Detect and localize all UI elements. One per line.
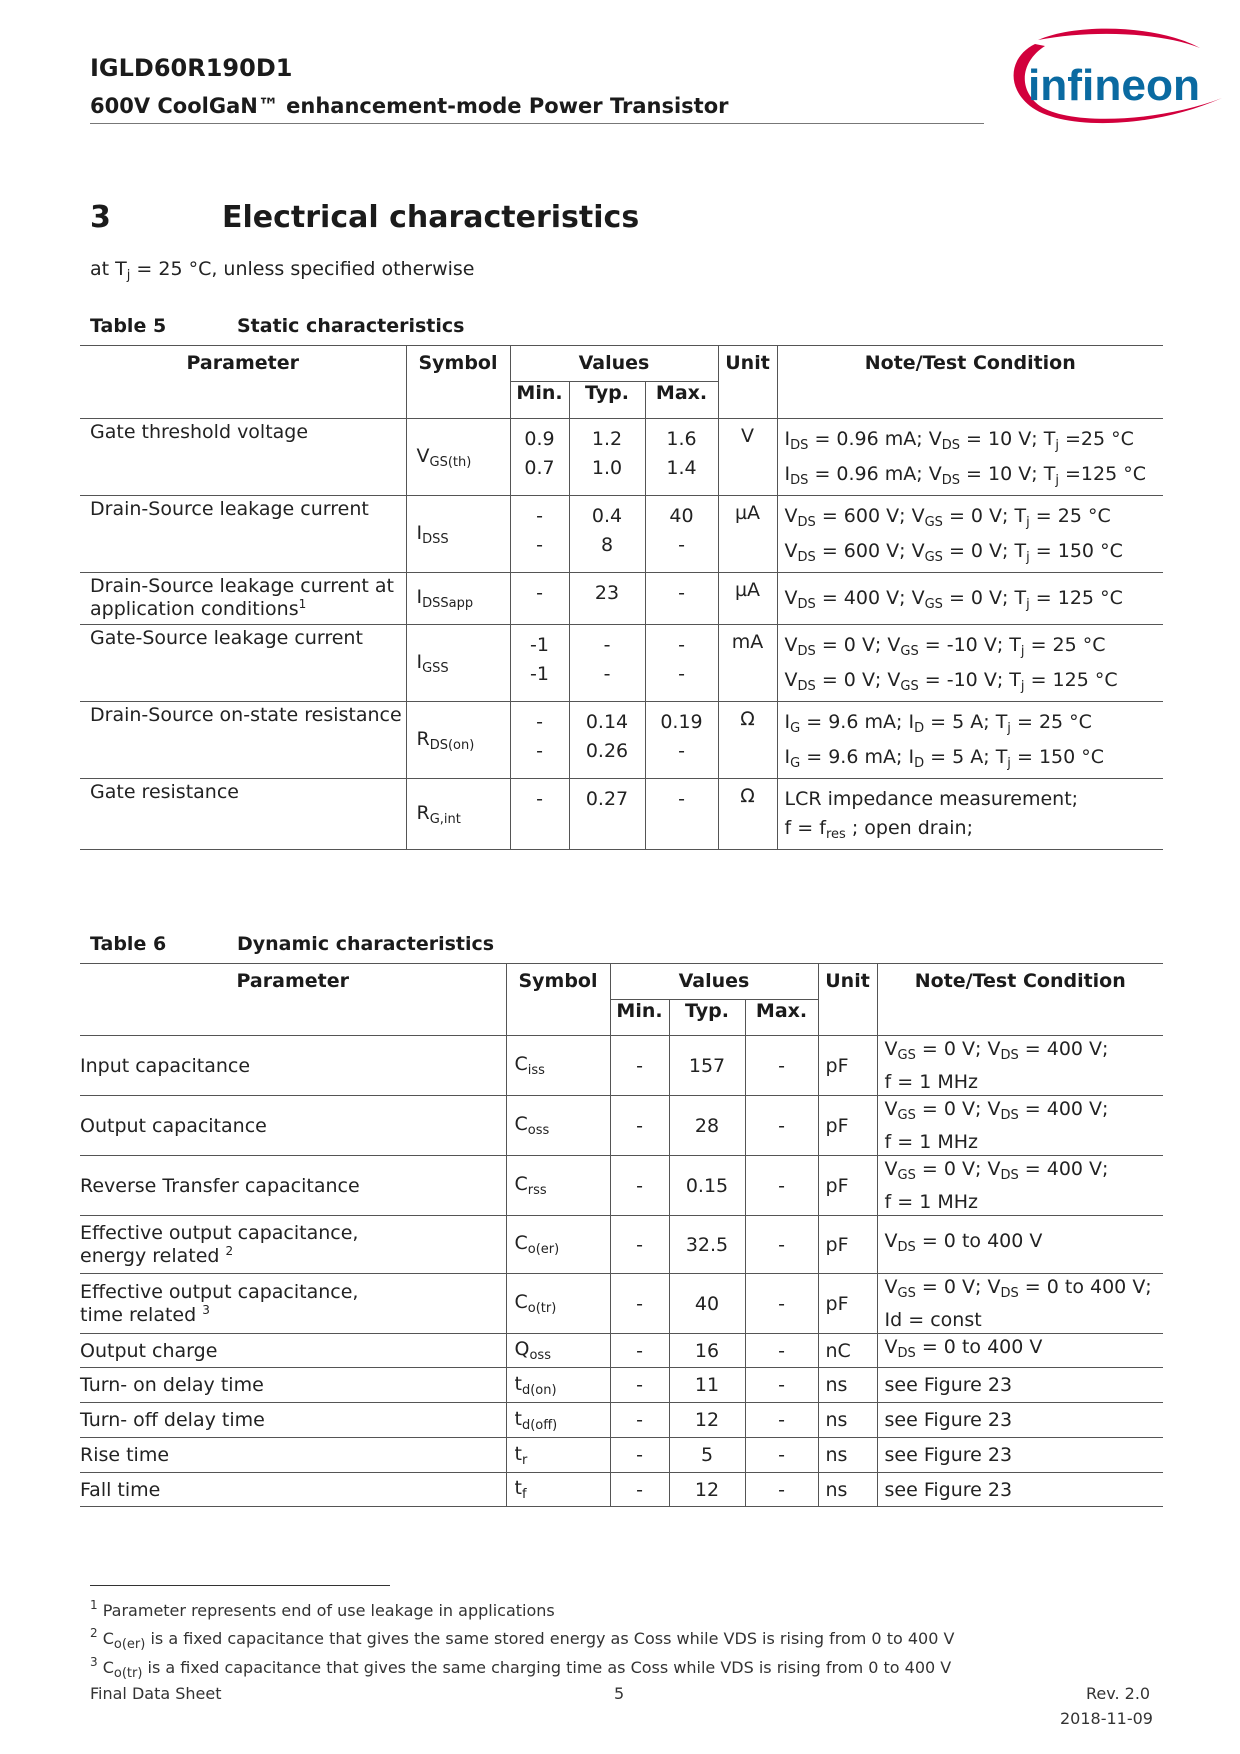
header-divider: [90, 123, 984, 124]
symbol-cell: $R_{G,int}$: [406, 779, 510, 850]
typ-cell: 0.15: [669, 1156, 745, 1216]
typ-cell: 12: [669, 1473, 745, 1507]
note-line: $V_{GS} = 0$ V; $V_{DS} = 400$ V;: [884, 1098, 1109, 1123]
unit-cell: ns: [818, 1473, 877, 1507]
symbol-cell: $C_{o(tr)}$: [506, 1274, 610, 1334]
note-line: $I_G = 9.6$ mA; $I_D = 5$ A; $T_j = 150$ °C: [784, 746, 1105, 771]
unit-cell: nC: [818, 1334, 877, 1368]
note-cell: [877, 1274, 1163, 1334]
table-row: [80, 1156, 1163, 1216]
table6-title: Dynamic characteristics: [237, 933, 495, 955]
min-cell: -: [610, 1438, 669, 1473]
param-cell: Gate resistance: [80, 779, 406, 850]
note-line: $V_{DS} = 0$ to 400 V: [884, 1336, 1043, 1361]
static-characteristics-table: [80, 345, 1163, 850]
param-cell: Effective output capacitance, energy related $^2$: [80, 1216, 506, 1274]
note-cell: [877, 1403, 1163, 1438]
unit-cell: Ω: [718, 779, 777, 850]
symbol-cell: $C_{iss}$: [506, 1036, 610, 1096]
note-line: see Figure 23: [884, 1478, 1013, 1501]
min-cell: -1 -1: [510, 625, 569, 702]
table-row: [80, 779, 1163, 850]
table-row: [80, 1274, 1163, 1334]
footnote-2: $^2$ $C_{o(er)}$ is a fixed capacitance that gives the same stored energy as Coss while VDS is rising from 0 to 400 V: [90, 1626, 955, 1652]
min-cell: -: [610, 1096, 669, 1156]
typ-cell: 1.2 1.0: [569, 419, 645, 496]
note-cell: [777, 419, 1163, 496]
max-cell: -: [645, 573, 718, 625]
param-cell: Turn- on delay time: [80, 1368, 506, 1403]
typ-cell: 23: [569, 573, 645, 625]
min-cell: -: [610, 1216, 669, 1274]
document-subtitle: 600V CoolGaN™ enhancement-mode Power Transistor: [90, 94, 729, 118]
unit-cell: V: [718, 419, 777, 496]
col-max: Max.: [745, 1000, 818, 1036]
max-cell: -: [745, 1096, 818, 1156]
footer-doc-type: Final Data Sheet: [90, 1684, 222, 1703]
param-cell: Reverse Transfer capacitance: [80, 1156, 506, 1216]
unit-cell: µA: [718, 496, 777, 573]
col-typ: Typ.: [569, 382, 645, 419]
symbol-cell: $t_{d(off)}$: [506, 1403, 610, 1438]
max-cell: -: [745, 1473, 818, 1507]
min-cell: -: [610, 1334, 669, 1368]
typ-cell: 0.4 8: [569, 496, 645, 573]
note-line: f = 1 MHz: [884, 1191, 979, 1213]
note-line: $V_{GS} = 0$ V; $V_{DS} = 0$ to 400 V;: [884, 1276, 1152, 1301]
table-row: [80, 573, 1163, 625]
note-cell: [777, 702, 1163, 779]
col-parameter: Parameter: [80, 964, 506, 1036]
logo-text: infineon: [1028, 61, 1200, 110]
note-line: see Figure 23: [884, 1409, 1013, 1431]
typ-cell: - -: [569, 625, 645, 702]
typ-cell: 157: [669, 1036, 745, 1096]
table5-label: Table 5: [90, 315, 167, 337]
table-row: [80, 1096, 1163, 1156]
col-note: Note/Test Condition: [777, 346, 1163, 419]
note-cell: [877, 1438, 1163, 1473]
col-max: Max.: [645, 382, 718, 419]
max-cell: -: [745, 1216, 818, 1274]
section-title: Electrical characteristics: [222, 200, 640, 235]
typ-cell: 28: [669, 1096, 745, 1156]
max-cell: -: [745, 1334, 818, 1368]
min-cell: -: [610, 1156, 669, 1216]
param-cell: Output charge: [80, 1334, 506, 1368]
symbol-cell: $t_f$: [506, 1473, 610, 1507]
revision-date: 2018-11-09: [1060, 1709, 1153, 1728]
note-cell: [877, 1156, 1163, 1216]
symbol-cell: $C_{oss}$: [506, 1096, 610, 1156]
note-cell: [877, 1334, 1163, 1368]
param-cell: Rise time: [80, 1438, 506, 1473]
table-row: [80, 1216, 1163, 1274]
symbol-cell: $R_{DS(on)}$: [406, 702, 510, 779]
min-cell: - -: [510, 702, 569, 779]
table-row: [80, 1036, 1163, 1096]
min-cell: -: [610, 1274, 669, 1334]
typ-cell: 11: [669, 1368, 745, 1403]
param-cell: Input capacitance: [80, 1036, 506, 1096]
param-cell: Output capacitance: [80, 1096, 506, 1156]
note-line: $V_{DS} = 600$ V; $V_{GS} = 0$ V; $T_j = 150$ °C: [784, 540, 1123, 565]
min-cell: - -: [510, 496, 569, 573]
unit-cell: Ω: [718, 702, 777, 779]
note-line: LCR impedance measurement;: [784, 788, 1079, 810]
min-cell: -: [610, 1036, 669, 1096]
footnote-3: $^3$ $C_{o(tr)}$ is a fixed capacitance that gives the same charging time as Coss while VDS is rising from 0 to 400 V: [90, 1655, 952, 1681]
note-line: $V_{DS} = 0$ to 400 V: [884, 1230, 1043, 1255]
col-min: Min.: [510, 382, 569, 419]
symbol-cell: $I_{DSSapp}$: [406, 573, 510, 625]
note-line: $V_{DS} = 0$ V; $V_{GS} = -10$ V; $T_j = 125$ °C: [784, 669, 1118, 694]
max-cell: - -: [645, 625, 718, 702]
infineon-logo: [1000, 26, 1224, 126]
note-line: $V_{DS} = 600$ V; $V_{GS} = 0$ V; $T_j = 25$ °C: [784, 505, 1111, 530]
table-row: [80, 1473, 1163, 1507]
typ-cell: 32.5: [669, 1216, 745, 1274]
param-cell: Drain-Source leakage current at application conditions$^1$: [80, 573, 406, 625]
table-row: [80, 625, 1163, 702]
param-cell: Drain-Source on-state resistance: [80, 702, 406, 779]
unit-cell: ns: [818, 1438, 877, 1473]
note-cell: [877, 1473, 1163, 1507]
part-number: IGLD60R190D1: [90, 54, 293, 82]
table-row: [80, 496, 1163, 573]
max-cell: -: [745, 1438, 818, 1473]
unit-cell: ns: [818, 1403, 877, 1438]
note-line: $f = f_{res}$ ; open drain;: [784, 817, 973, 842]
col-note: Note/Test Condition: [877, 964, 1163, 1036]
col-min: Min.: [610, 1000, 669, 1036]
table-row: [80, 1403, 1163, 1438]
note-line: $V_{DS} = 0$ V; $V_{GS} = -10$ V; $T_j = 25$ °C: [784, 634, 1106, 659]
note-line: f = 1 MHz: [884, 1071, 979, 1093]
footnote-divider: [90, 1585, 390, 1586]
section-intro: at $T_j = 25$ °C, unless specified otherwise: [90, 258, 475, 283]
note-line: $I_{DS} = 0.96$ mA; $V_{DS} = 10$ V; $T_j =25$ °C: [784, 428, 1134, 453]
section-number: 3: [90, 200, 111, 235]
typ-cell: 5: [669, 1438, 745, 1473]
note-line: $V_{GS} = 0$ V; $V_{DS} = 400$ V;: [884, 1038, 1109, 1063]
symbol-cell: $I_{DSS}$: [406, 496, 510, 573]
param-cell: Fall time: [80, 1473, 506, 1507]
param-cell: Turn- off delay time: [80, 1403, 506, 1438]
min-cell: 0.9 0.7: [510, 419, 569, 496]
min-cell: -: [610, 1403, 669, 1438]
dynamic-characteristics-table: [80, 963, 1163, 1507]
note-cell: [777, 625, 1163, 702]
note-cell: [877, 1368, 1163, 1403]
max-cell: -: [745, 1403, 818, 1438]
table-row: [80, 1438, 1163, 1473]
max-cell: -: [745, 1274, 818, 1334]
table-row: [80, 1368, 1163, 1403]
col-values: Values: [510, 346, 718, 382]
col-symbol: Symbol: [406, 346, 510, 419]
param-cell: Drain-Source leakage current: [80, 496, 406, 573]
revision: Rev. 2.0: [1086, 1684, 1151, 1703]
note-cell: [777, 573, 1163, 625]
max-cell: -: [745, 1036, 818, 1096]
unit-cell: mA: [718, 625, 777, 702]
note-cell: [777, 779, 1163, 850]
footnote-1: $^1$ Parameter represents end of use leakage in applications: [90, 1598, 555, 1620]
note-line: see Figure 23: [884, 1374, 1013, 1396]
unit-cell: ns: [818, 1368, 877, 1403]
note-line: $V_{DS} = 400$ V; $V_{GS} = 0$ V; $T_j = 125$ °C: [784, 587, 1123, 612]
unit-cell: pF: [818, 1036, 877, 1096]
note-cell: [877, 1216, 1163, 1274]
symbol-cell: $I_{GSS}$: [406, 625, 510, 702]
typ-cell: 40: [669, 1274, 745, 1334]
min-cell: -: [610, 1368, 669, 1403]
col-parameter: Parameter: [80, 346, 406, 419]
col-typ: Typ.: [669, 1000, 745, 1036]
page-number: 5: [614, 1684, 625, 1703]
table-row: [80, 702, 1163, 779]
symbol-cell: $V_{GS(th)}$: [406, 419, 510, 496]
unit-cell: pF: [818, 1156, 877, 1216]
unit-cell: pF: [818, 1216, 877, 1274]
note-line: $I_G = 9.6$ mA; $I_D = 5$ A; $T_j = 25$ °C: [784, 711, 1092, 736]
col-unit: Unit: [818, 964, 877, 1036]
max-cell: 1.6 1.4: [645, 419, 718, 496]
unit-cell: µA: [718, 573, 777, 625]
note-line: Id = const: [884, 1309, 982, 1331]
param-cell: Gate-Source leakage current: [80, 625, 406, 702]
note-cell: [877, 1036, 1163, 1096]
unit-cell: pF: [818, 1274, 877, 1334]
symbol-cell: $C_{rss}$: [506, 1156, 610, 1216]
typ-cell: 12: [669, 1403, 745, 1438]
note-line: $V_{GS} = 0$ V; $V_{DS} = 400$ V;: [884, 1158, 1109, 1183]
max-cell: -: [745, 1368, 818, 1403]
note-cell: [777, 496, 1163, 573]
param-cell: Effective output capacitance, time related $^3$: [80, 1274, 506, 1334]
table5-title: Static characteristics: [237, 315, 465, 337]
table-row: [80, 1334, 1163, 1368]
table6-label: Table 6: [90, 933, 167, 955]
min-cell: -: [610, 1473, 669, 1507]
symbol-cell: $C_{o(er)}$: [506, 1216, 610, 1274]
note-line: f = 1 MHz: [884, 1131, 979, 1153]
typ-cell: 0.14 0.26: [569, 702, 645, 779]
symbol-cell: $t_{d(on)}$: [506, 1368, 610, 1403]
col-unit: Unit: [718, 346, 777, 419]
symbol-cell: $Q_{oss}$: [506, 1334, 610, 1368]
typ-cell: 0.27: [569, 779, 645, 850]
max-cell: 0.19 -: [645, 702, 718, 779]
note-line: $I_{DS} = 0.96$ mA; $V_{DS} = 10$ V; $T_j =125$ °C: [784, 463, 1146, 488]
table-row: [80, 419, 1163, 496]
symbol-cell: $t_r$: [506, 1438, 610, 1473]
note-cell: [877, 1096, 1163, 1156]
param-cell: Gate threshold voltage: [80, 419, 406, 496]
unit-cell: pF: [818, 1096, 877, 1156]
min-cell: -: [510, 779, 569, 850]
col-symbol: Symbol: [506, 964, 610, 1036]
min-cell: -: [510, 573, 569, 625]
col-values: Values: [610, 964, 818, 1000]
max-cell: -: [745, 1156, 818, 1216]
typ-cell: 16: [669, 1334, 745, 1368]
max-cell: -: [645, 779, 718, 850]
note-line: see Figure 23: [884, 1444, 1013, 1466]
max-cell: 40 -: [645, 496, 718, 573]
